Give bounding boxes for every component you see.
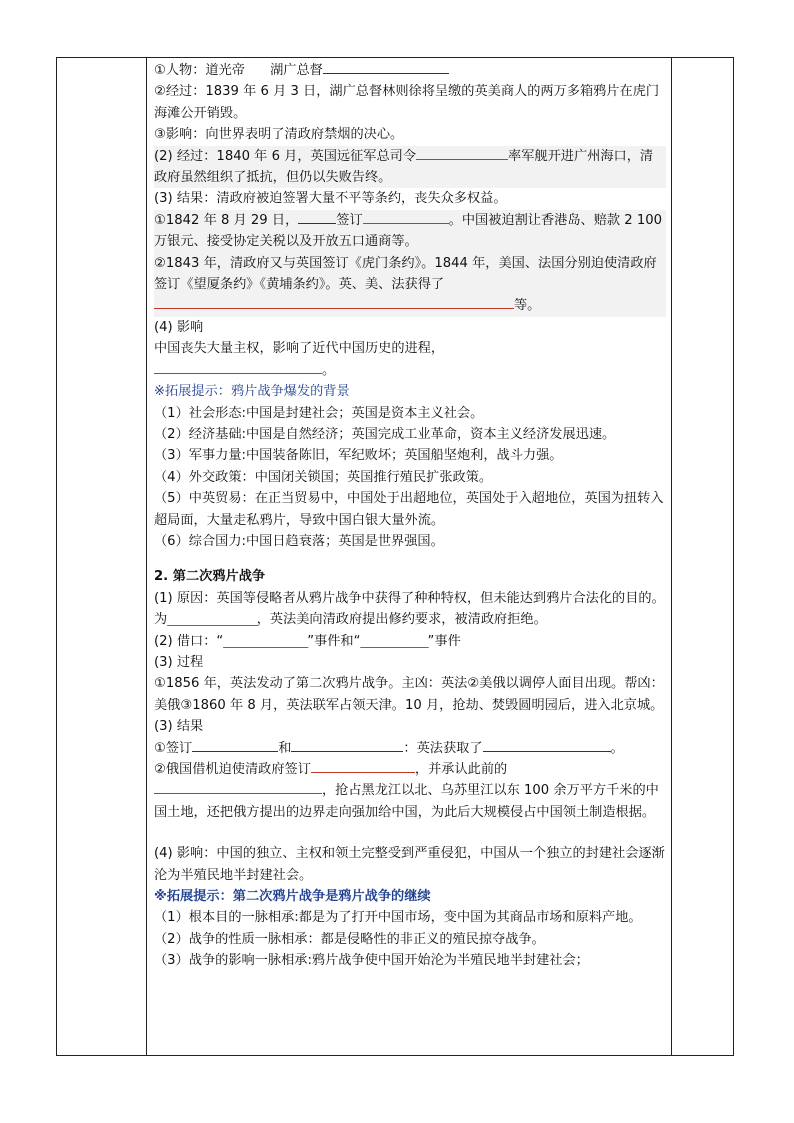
hint-item: （2）经济基础:中国是自然经济；英国完成工业革命，资本主义经济发展迅速。 (154, 426, 616, 442)
cause-text: (1) 原因：英国等侵略者从鸦片战争中获得了种种特权，但未能达到鸦片合法化的目的。为 (154, 590, 665, 628)
result-heading: (3) 结果 (154, 719, 204, 735)
answer-blank[interactable] (363, 210, 449, 224)
hint-item: （2）战争的性质一脉相承：都是侵略性的非正义的殖民掠夺战争。 (154, 931, 545, 947)
destruction-process: ②经过：1839 年 6 月 3 日，湖广总督林则徐将呈缴的英美商人的两万多箱鸦片在虎门海滩公开销毁。 (154, 84, 660, 121)
hint-item: （3）战争的影响一脉相承:鸦片战争使中国开始沦为半殖民地半封建社会； (154, 953, 589, 969)
cause-line (154, 588, 666, 631)
impact-heading: (4) 影响 (154, 319, 204, 335)
lesson-table (56, 57, 734, 1056)
impact-text: 中国丧失大量主权，影响了近代中国历史的进程， (154, 341, 445, 357)
answer-blank[interactable]: _______________ (223, 633, 308, 649)
hint-title-1: ※拓展提示：鸦片战争爆发的背景 (154, 384, 350, 400)
answer-blank[interactable] (154, 360, 322, 374)
answer-blank[interactable]: ________________ (167, 612, 257, 628)
war-process-text: (2) 经过：1840 年 6 月，英国远征军总司令 (154, 148, 417, 164)
result-text: ①签订 (154, 740, 193, 756)
treaty-nanjing (154, 210, 666, 253)
answer-blank[interactable] (298, 210, 336, 224)
war-result: (3) 结果：清政府被迫签署大量不平等条约，丧失众多权益。 (154, 191, 507, 207)
answer-blank[interactable] (483, 738, 611, 752)
treaty-text: ①1842 年 8 月 29 日， (154, 212, 299, 228)
answer-blank[interactable] (192, 738, 278, 752)
people-governor-text: 湖广总督 (270, 63, 323, 78)
treaty-text-3: 。中国被迫割让香港岛、赔款 2 100 万银元、接受协定关税以及开放五口通商等。 (154, 212, 663, 250)
war-process (154, 146, 666, 189)
destruction-effect: ③影响：向世界表明了清政府禁烟的决心。 (154, 127, 404, 143)
spacer (154, 552, 666, 566)
hint-item: （6）综合国力:中国日趋衰落；英国是世界强国。 (154, 533, 444, 549)
hint-item: （3）军事力量:中国装备陈旧，军纪败坏；英国船坚炮利，战斗力强。 (154, 448, 563, 464)
result-text-4: 。 (610, 740, 624, 756)
hint-item: （4）外交政策：中国闭关锁国；英国推行殖民扩张政策。 (154, 469, 493, 485)
answer-blank[interactable] (416, 146, 508, 160)
answer-blank[interactable] (291, 738, 403, 752)
content-cell (147, 58, 672, 1056)
result-line-1 (154, 738, 666, 759)
answer-blank[interactable] (323, 60, 449, 74)
result-line-2 (154, 759, 666, 823)
people-text: ①人物：道光帝 (154, 63, 245, 78)
impact-end: 。 (322, 362, 336, 378)
pretext-text-3: ”事件 (427, 633, 461, 649)
content-body (147, 58, 671, 972)
answer-blank[interactable] (154, 780, 322, 794)
section2-heading: 2. 第二次鸦片战争 (154, 569, 266, 585)
hint-item: （1）根本目的一脉相承:都是为了打开中国市场，变中国为其商品市场和原料产地。 (154, 910, 642, 926)
treaty-others-end: 等。 (514, 298, 541, 314)
right-column-cell (672, 58, 734, 1056)
hint-item: （5）中英贸易：在正当贸易中，中国处于出超地位，英国处于入超地位，英国为扭转入超局面，大量走私鸦片，导致中国白银大量外流。 (154, 491, 664, 528)
cause-text-2: ，英法美向清政府提出修约要求，被清政府拒绝。 (256, 612, 547, 628)
hint-item: （1）社会形态:中国是封建社会；英国是资本主义社会。 (154, 405, 484, 421)
treaty-text-2: 签订 (336, 212, 363, 228)
left-column-cell (57, 58, 147, 1056)
pretext-line (154, 631, 666, 652)
treaty-others-text: ②1843 年，清政府又与英国签订《虎门条约》。1844 年，美国、法国分别迫使清政府签订《望厦条约》《黄埔条约》。英、美、法获得了 (154, 255, 657, 293)
treaty-others (154, 253, 666, 317)
process-text: ①1856 年，英法发动了第二次鸦片战争。主凶：英法②美俄以调停人面目出现。帮凶：美俄③1860 年 8 月，英法联军占领天津。10 月，抢劫、焚毁圆明园后，进入北京城。 (154, 676, 664, 713)
process-heading: (3) 过程 (154, 654, 204, 670)
answer-blank[interactable] (154, 295, 514, 309)
pretext-text: (2) 借口：“ (154, 633, 224, 649)
war-process-text-2: 率军舰开进广州海口，清政府虽然组织了抵抗，但仍以失败告终。 (154, 148, 654, 186)
people-line (154, 60, 666, 81)
spacer (154, 823, 666, 843)
russia-text-3: ，抢占黑龙江以北、乌苏里江以东 100 余万平方千米的中国土地，还把俄方提出的边界走向强加给中国，为此后大规模侵占中国领土制造根据。 (154, 783, 659, 820)
result-text-3: ：英法获取了 (403, 740, 483, 756)
answer-blank[interactable]: ____________ (360, 633, 428, 649)
russia-text-2: ，并承认此前的 (414, 762, 508, 777)
impact-line (154, 338, 666, 381)
result-text-2: 和 (278, 740, 292, 756)
hint-title-2: ※拓展提示：第二次鸦片战争是鸦片战争的继续 (154, 889, 431, 905)
answer-blank[interactable] (311, 759, 415, 773)
russia-text: ②俄国借机迫使清政府签订 (154, 762, 311, 777)
pretext-text-2: ”事件和“ (307, 633, 361, 649)
impact-2: (4) 影响：中国的独立、主权和领土完整受到严重侵犯，中国从一个独立的封建社会逐渐沦为半殖民地半封建社会。 (154, 846, 665, 883)
